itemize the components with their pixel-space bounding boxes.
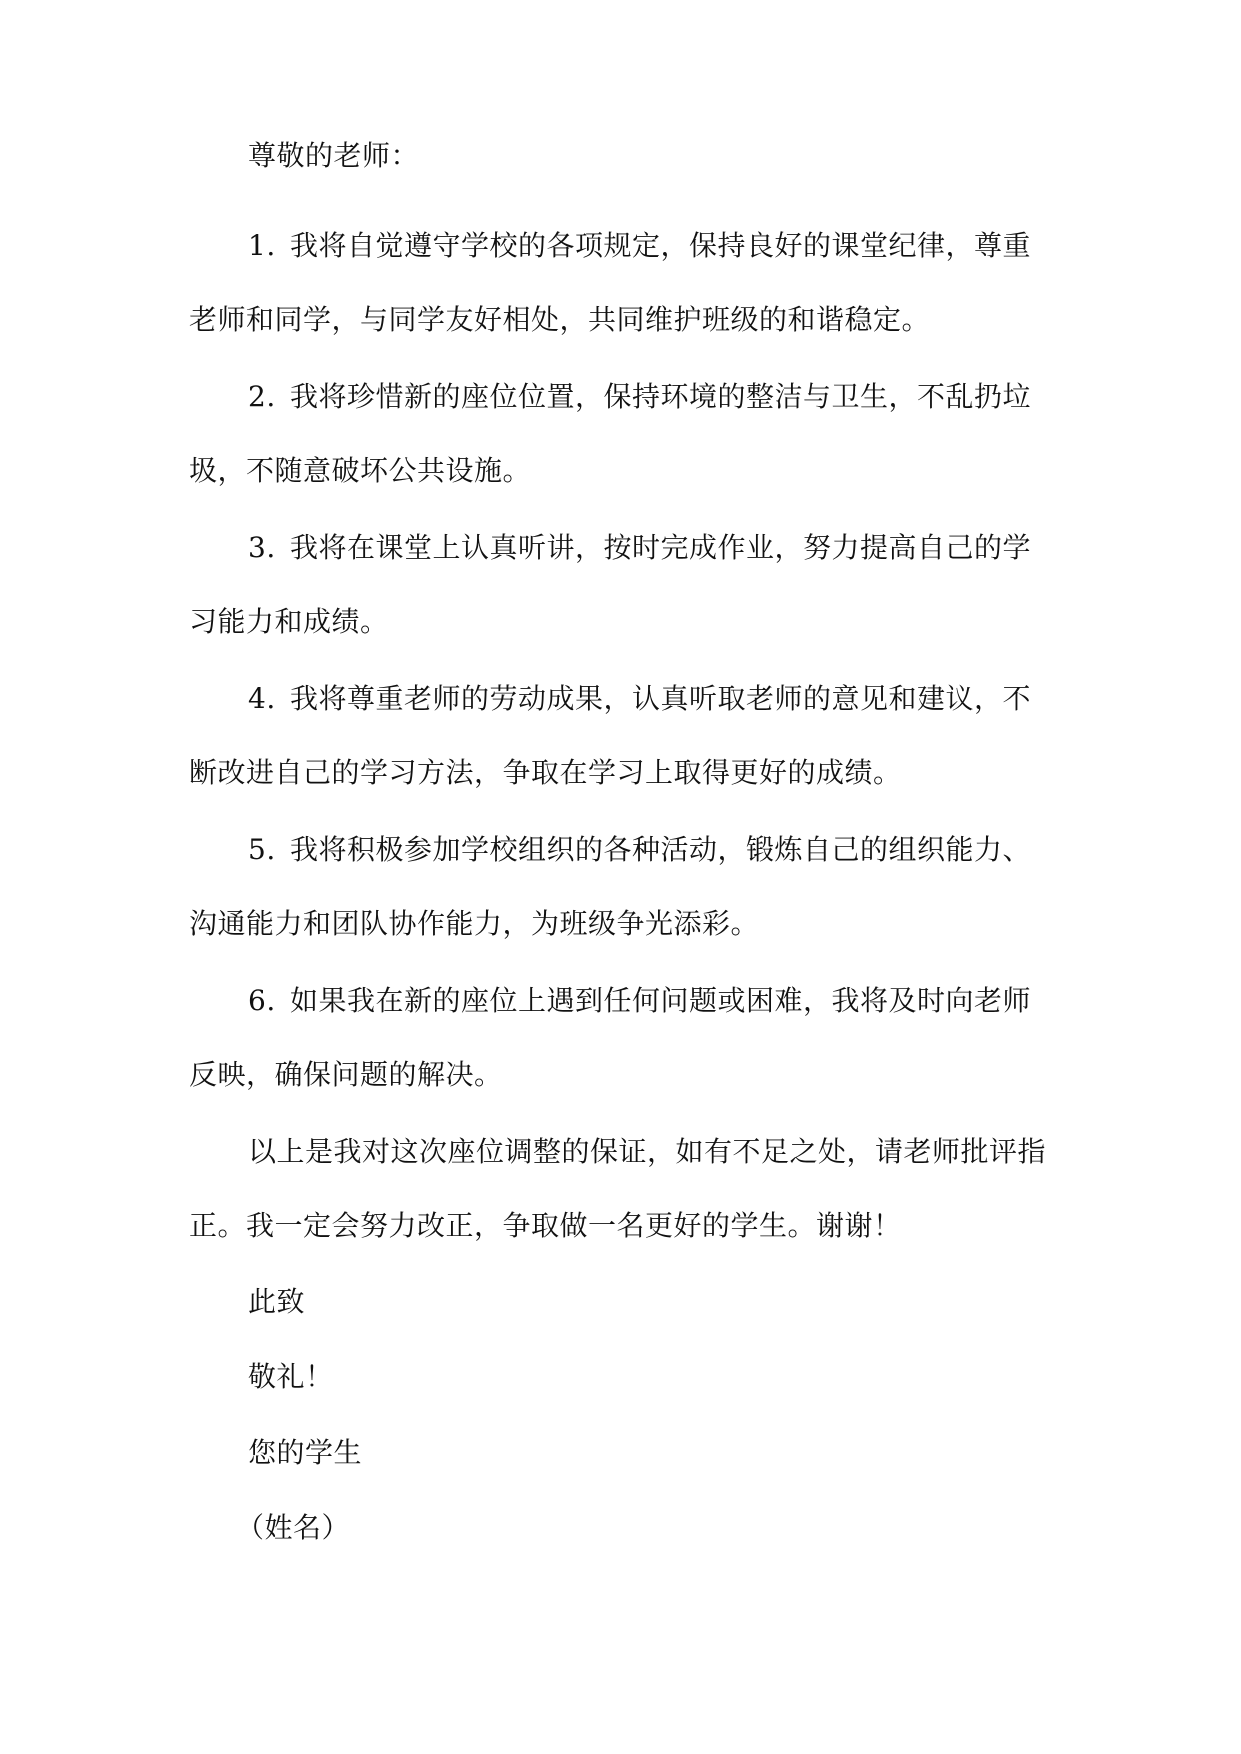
list-item-5-line-2: 沟通能力和团队协作能力，为班级争光添彩。 [189,907,760,940]
list-number: 1. [248,229,276,262]
list-item-2-line-2: 圾，不随意破坏公共设施。 [189,454,532,487]
list-item-4-line-1 [248,679,1031,719]
list-number: 4. [248,682,276,715]
list-item-6-line-1 [248,981,1031,1021]
list-item-1-line-2: 老师和同学，与同学友好相处，共同维护班级的和谐稳定。 [189,303,931,336]
list-item-text: 我将自觉遵守学校的各项规定，保持良好的课堂纪律，尊重 [290,229,1032,262]
list-item-text: 我将积极参加学校组织的各种活动，锻炼自己的组织能力、 [290,833,1032,866]
closing-paragraph-line-2: 正。我一定会努力改正，争取做一名更好的学生。谢谢！ [189,1209,902,1242]
salutation: 尊敬的老师： [248,139,420,172]
list-item-5-line-1 [248,830,1031,870]
list-item-3-line-1 [248,528,1031,568]
list-item-text: 我将珍惜新的座位位置，保持环境的整洁与卫生，不乱扔垃 [290,380,1032,413]
sign-off-1: 此致 [248,1285,306,1318]
list-number: 6. [248,984,276,1017]
list-number: 3. [248,531,276,564]
list-item-text: 我将尊重老师的劳动成果，认真听取老师的意见和建议，不 [290,682,1032,715]
list-item-2-line-1 [248,377,1031,417]
sign-off-2: 敬礼！ [248,1360,334,1393]
signature-label: 您的学生 [248,1436,363,1469]
list-item-4-line-2: 断改进自己的学习方法，争取在学习上取得更好的成绩。 [189,756,902,789]
closing-paragraph-line-1: 以上是我对这次座位调整的保证，如有不足之处，请老师批评指 [248,1135,1047,1168]
list-item-3-line-2: 习能力和成绩。 [189,605,389,638]
list-item-text: 我将在课堂上认真听讲，按时完成作业，努力提高自己的学 [290,531,1032,564]
list-item-6-line-2: 反映，确保问题的解决。 [189,1058,503,1091]
list-number: 5. [248,833,276,866]
list-item-1-line-1 [248,226,1031,266]
list-item-text: 如果我在新的座位上遇到任何问题或困难，我将及时向老师 [290,984,1032,1017]
name-placeholder: （姓名） [236,1511,351,1544]
list-number: 2. [248,380,276,413]
